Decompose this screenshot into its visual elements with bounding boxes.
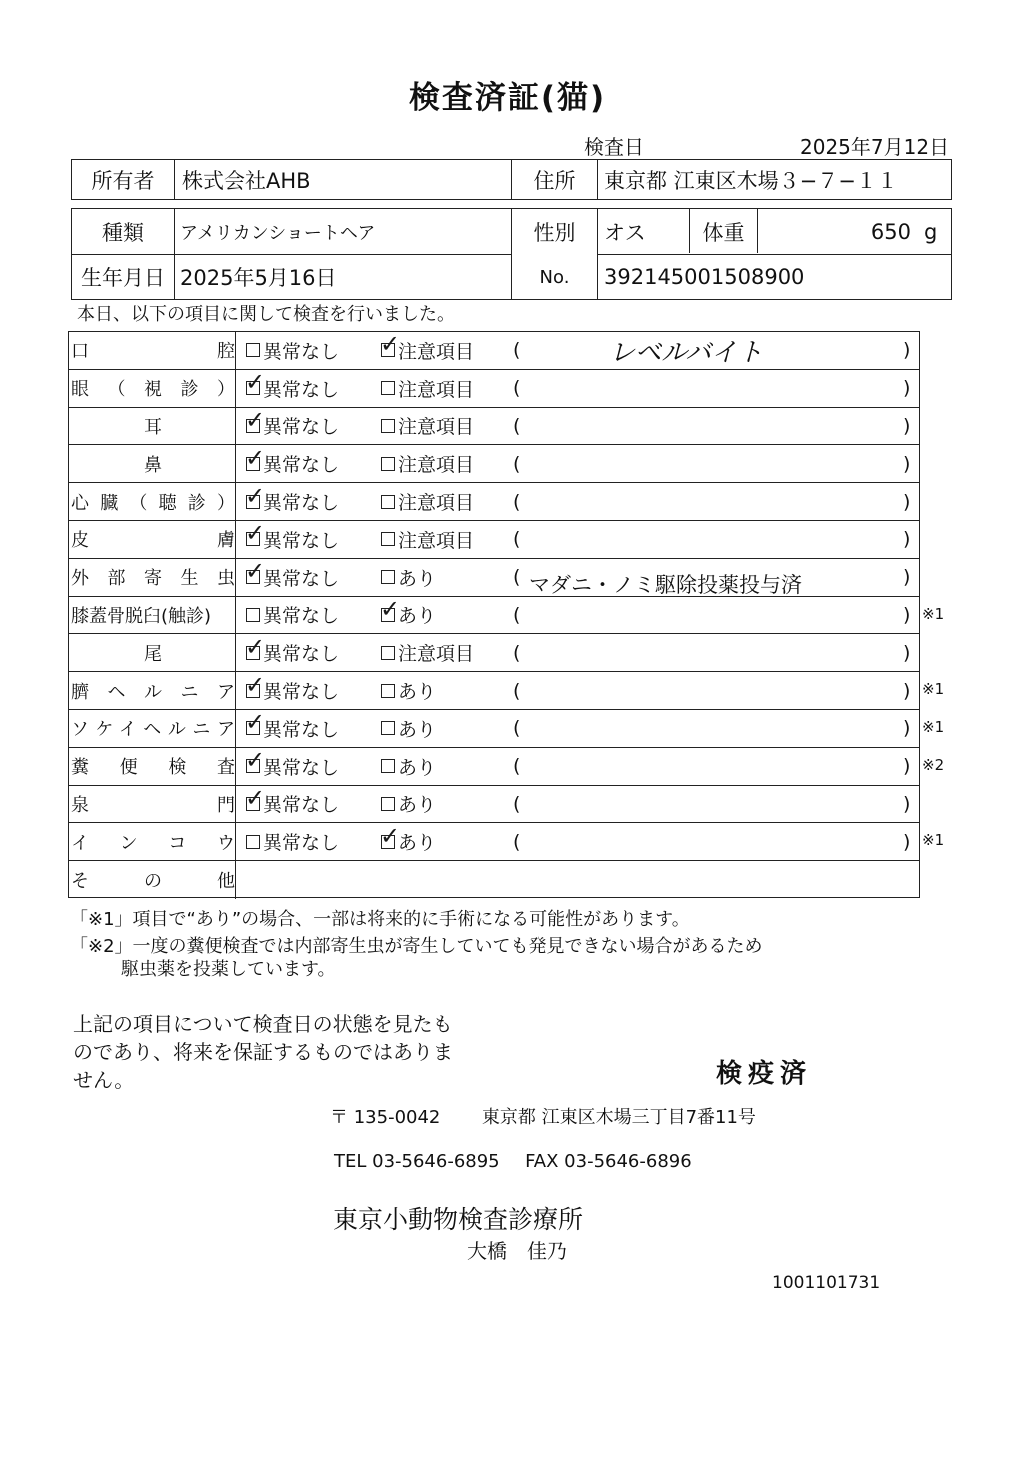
checkmark-icon: ✓ <box>245 746 266 775</box>
item-label-text: 耳 <box>144 416 162 438</box>
checkmark-icon: ✓ <box>245 519 266 548</box>
option-label: 異常なし <box>263 378 340 401</box>
item-label-text: 眼（視診） <box>71 379 235 401</box>
option-label: 注意項目 <box>398 643 475 666</box>
checkmark-icon: ✓ <box>245 670 266 699</box>
breed-label: 種類 <box>102 220 144 245</box>
item-label <box>71 634 235 671</box>
open-paren: ( <box>513 528 521 551</box>
no-label: No. <box>539 266 570 288</box>
open-paren: ( <box>513 717 521 740</box>
option-normal-checkbox[interactable] <box>246 672 339 709</box>
checkbox-icon <box>245 405 266 434</box>
checkbox-icon <box>245 670 266 699</box>
close-paren: ) <box>903 717 911 740</box>
option-label: 異常なし <box>263 643 340 666</box>
clinic-phone-line <box>334 1151 692 1172</box>
inspection-table <box>68 331 920 898</box>
option-finding-checkbox[interactable] <box>381 710 436 747</box>
item-label-text: 糞便検査 <box>71 757 235 779</box>
checkmark-icon: ✓ <box>380 821 401 850</box>
checkbox-icon <box>381 721 395 735</box>
checkbox-icon <box>245 557 266 586</box>
table-row <box>69 405 919 446</box>
item-label-text: 口腔 <box>71 341 235 363</box>
option-label: あり <box>398 605 437 628</box>
sex-value: オス <box>604 220 646 245</box>
open-paren: ( <box>513 679 521 702</box>
option-label: 異常なし <box>263 340 340 363</box>
item-label <box>71 786 235 823</box>
option-label: 注意項目 <box>398 416 475 439</box>
table-row <box>69 861 919 899</box>
open-paren: ( <box>513 641 521 664</box>
option-finding-checkbox[interactable] <box>381 559 436 596</box>
item-label <box>71 559 235 596</box>
option-finding-checkbox[interactable] <box>381 521 474 558</box>
footnote-marker: ※1 <box>922 831 945 850</box>
option-finding-checkbox[interactable] <box>381 445 474 482</box>
footnote-2: 「※2」一度の糞便検査では内部寄生虫が寄生していても発見できない場合があるため <box>70 936 763 957</box>
item-label <box>71 445 235 482</box>
table-row <box>69 332 919 370</box>
option-label: あり <box>398 756 437 779</box>
item-label-text: 膝蓋骨脱臼(触診) <box>71 605 212 627</box>
checkbox-icon <box>246 835 260 849</box>
quarantine-stamp: 検疫済 <box>716 1059 813 1089</box>
checkbox-icon <box>381 797 395 811</box>
table-row <box>69 445 919 483</box>
open-paren: ( <box>513 452 521 475</box>
checkbox-icon <box>381 759 395 773</box>
checkbox-icon <box>381 646 395 660</box>
postal-code: 〒 135-0042 <box>330 1107 441 1128</box>
breed-value: アメリカンショートヘア <box>180 222 376 244</box>
item-label <box>71 861 235 899</box>
option-label: 注意項目 <box>398 492 475 515</box>
close-paren: ) <box>903 603 911 626</box>
disclaimer: 上記の項目について検査日の状態を見たものであり、将来を保証するものではありません。 <box>73 1012 453 1092</box>
option-label: あり <box>398 794 437 817</box>
option-label: 異常なし <box>263 718 340 741</box>
footnote-marker: ※1 <box>922 680 945 699</box>
option-normal-checkbox[interactable] <box>246 445 339 482</box>
close-paren: ) <box>903 490 911 513</box>
close-paren: ) <box>903 566 911 589</box>
doctor-name: 大橋 佳乃 <box>467 1239 567 1263</box>
table-row <box>69 748 919 786</box>
item-label <box>71 332 235 369</box>
open-paren: ( <box>513 603 521 626</box>
open-paren: ( <box>513 339 521 362</box>
checkbox-icon <box>380 330 401 359</box>
option-label: 異常なし <box>263 756 340 779</box>
checkbox-icon <box>381 381 395 395</box>
clinic-name: 東京小動物検査診療所 <box>333 1205 584 1234</box>
option-label: 異常なし <box>263 794 340 817</box>
open-paren: ( <box>513 792 521 815</box>
option-normal-checkbox[interactable] <box>245 783 340 823</box>
table-row <box>69 559 919 597</box>
item-label <box>71 710 235 747</box>
checkbox-icon <box>380 821 401 850</box>
checkbox-icon <box>246 343 260 357</box>
checkbox-icon <box>245 368 266 397</box>
item-label-text: ソケイヘルニア <box>71 719 235 741</box>
item-label <box>71 748 235 785</box>
option-label: 注意項目 <box>398 454 475 477</box>
option-normal-checkbox[interactable] <box>246 710 339 747</box>
close-paren: ) <box>903 377 911 400</box>
option-label: 異常なし <box>263 529 340 552</box>
checkbox-icon <box>245 746 266 775</box>
item-label-text: 外部寄生虫 <box>71 568 235 590</box>
table-row <box>69 521 919 559</box>
option-finding-checkbox[interactable] <box>381 370 474 407</box>
close-paren: ) <box>903 830 911 853</box>
checkbox-icon <box>245 632 266 661</box>
option-label: あり <box>398 718 437 741</box>
checkbox-icon <box>245 708 266 737</box>
checkmark-icon: ✓ <box>245 405 266 434</box>
item-label <box>71 521 235 558</box>
footnote-1: 「※1」項目で“あり”の場合、一部は将来的に手術になる可能性があります。 <box>70 909 690 930</box>
checkmark-icon: ✓ <box>380 330 401 359</box>
table-row <box>69 672 919 710</box>
option-normal-checkbox[interactable] <box>246 483 339 520</box>
table-row <box>69 370 919 408</box>
open-paren: ( <box>513 490 521 513</box>
checkbox-icon <box>245 481 266 510</box>
footnote-marker: ※1 <box>922 718 945 736</box>
option-normal-checkbox[interactable] <box>246 823 339 860</box>
checkmark-icon: ✓ <box>245 632 266 661</box>
option-finding-checkbox[interactable] <box>381 332 474 369</box>
option-normal-checkbox[interactable] <box>246 521 339 558</box>
weight-label: 体重 <box>702 220 745 245</box>
item-label-text: 皮膚 <box>71 530 235 552</box>
no-value: 392145001508900 <box>604 265 805 289</box>
checkmark-icon: ✓ <box>245 368 266 397</box>
item-label-text: インコウ <box>71 832 235 854</box>
checkbox-icon <box>245 519 266 548</box>
option-finding-checkbox[interactable] <box>380 594 437 634</box>
checkbox-icon <box>381 570 395 584</box>
owner-label: 所有者 <box>91 168 155 193</box>
close-paren: ) <box>903 414 911 437</box>
checkmark-icon: ✓ <box>380 594 401 623</box>
close-paren: ) <box>903 679 911 702</box>
option-normal-checkbox[interactable] <box>246 559 339 596</box>
checkmark-icon: ✓ <box>245 443 266 472</box>
option-finding-checkbox[interactable] <box>381 634 474 671</box>
item-label-text: 心臓（聴診） <box>71 492 235 514</box>
footnote-marker: ※1 <box>922 604 945 623</box>
item-label <box>71 370 235 407</box>
checkbox-icon <box>245 783 266 812</box>
checkbox-icon <box>381 457 395 471</box>
option-label: 異常なし <box>263 454 340 477</box>
item-label-text: 鼻 <box>144 454 162 476</box>
owner-box <box>71 159 952 200</box>
intro-text: 本日、以下の項目に関して検査を行いました。 <box>77 304 455 325</box>
checkmark-icon: ✓ <box>245 783 266 812</box>
footnote-3: 駆虫薬を投薬しています。 <box>121 959 336 980</box>
open-paren: ( <box>513 830 521 853</box>
weight-unit: g <box>924 219 938 244</box>
item-label-text: 尾 <box>144 643 162 665</box>
item-label <box>71 823 235 860</box>
table-row <box>69 710 919 748</box>
checkbox-icon <box>380 594 401 623</box>
option-label: 異常なし <box>263 605 340 628</box>
inspection-date-label: 検査日 <box>584 135 644 159</box>
checkbox-icon <box>381 684 395 698</box>
item-label <box>71 483 235 520</box>
clinic-fax: FAX 03-5646-6896 <box>525 1151 692 1172</box>
open-paren: ( <box>513 755 521 778</box>
footnote-marker: ※2 <box>922 755 945 774</box>
checkmark-icon: ✓ <box>245 481 266 510</box>
clinic-address-line <box>330 1103 756 1129</box>
option-normal-checkbox[interactable] <box>246 597 339 634</box>
sex-label: 性別 <box>533 220 576 245</box>
option-label: 注意項目 <box>398 378 475 401</box>
checkbox-icon <box>381 419 395 433</box>
option-finding-checkbox[interactable] <box>381 786 436 823</box>
address-label: 住所 <box>533 168 576 193</box>
option-finding-checkbox[interactable] <box>381 672 436 709</box>
option-normal-checkbox[interactable] <box>245 405 340 445</box>
dob-label: 生年月日 <box>81 266 165 290</box>
table-row <box>69 823 919 861</box>
option-normal-checkbox[interactable] <box>246 634 339 671</box>
clinic-tel: TEL 03-5646-6895 <box>334 1151 500 1172</box>
item-label-text: 泉門 <box>71 794 235 816</box>
checkbox-icon <box>381 495 395 509</box>
option-label: あり <box>398 681 437 704</box>
option-finding-checkbox[interactable] <box>381 483 474 520</box>
option-finding-checkbox[interactable] <box>381 748 436 785</box>
option-label: 異常なし <box>263 492 340 515</box>
table-row <box>69 483 919 521</box>
item-label-text: 臍ヘルニア <box>71 681 235 703</box>
inspection-date: 2025年7月12日 <box>800 135 950 159</box>
page-title: 検査済証(猫) <box>408 80 607 116</box>
close-paren: ) <box>903 755 911 778</box>
checkbox-icon <box>246 608 260 622</box>
serial-number: 1001101731 <box>772 1273 881 1293</box>
table-row <box>69 594 919 635</box>
open-paren: ( <box>513 414 521 437</box>
option-normal-checkbox[interactable] <box>246 748 339 785</box>
item-note: マダニ・ノミ駆除投薬投与済 <box>529 573 802 598</box>
option-label: 注意項目 <box>398 340 475 363</box>
close-paren: ) <box>903 339 911 362</box>
option-normal-checkbox[interactable] <box>246 332 339 369</box>
checkmark-icon: ✓ <box>245 708 266 737</box>
option-label: あり <box>398 567 437 590</box>
close-paren: ) <box>903 528 911 551</box>
checkmark-icon: ✓ <box>245 557 266 586</box>
table-row <box>69 634 919 672</box>
option-label: 異常なし <box>263 416 340 439</box>
item-label <box>71 597 235 634</box>
owner-address: 東京都 江東区木場３−７−１１ <box>604 168 898 193</box>
option-finding-checkbox[interactable] <box>381 823 436 860</box>
item-label-text: その他 <box>71 871 235 893</box>
option-label: 注意項目 <box>398 529 475 552</box>
option-finding-checkbox[interactable] <box>381 408 474 445</box>
dob-value: 2025年5月16日 <box>180 266 337 290</box>
table-row <box>69 783 919 824</box>
checkbox-icon <box>381 532 395 546</box>
animal-info-box <box>71 208 952 300</box>
open-paren: ( <box>513 566 521 589</box>
owner-value: 株式会社AHB <box>182 168 311 193</box>
close-paren: ) <box>903 452 911 475</box>
weight-value: 650 <box>870 219 911 244</box>
option-label: あり <box>398 832 437 855</box>
option-label: 異常なし <box>263 832 340 855</box>
option-normal-checkbox[interactable] <box>246 370 339 407</box>
close-paren: ) <box>903 792 911 815</box>
item-label <box>71 408 235 445</box>
option-label: 異常なし <box>263 681 340 704</box>
close-paren: ) <box>903 641 911 664</box>
clinic-address: 東京都 江東区木場三丁目7番11号 <box>481 1107 756 1128</box>
item-note: レベルバイト <box>609 337 764 368</box>
checkbox-icon <box>245 443 266 472</box>
option-label: 異常なし <box>263 567 340 590</box>
open-paren: ( <box>513 377 521 400</box>
item-label <box>71 672 235 709</box>
